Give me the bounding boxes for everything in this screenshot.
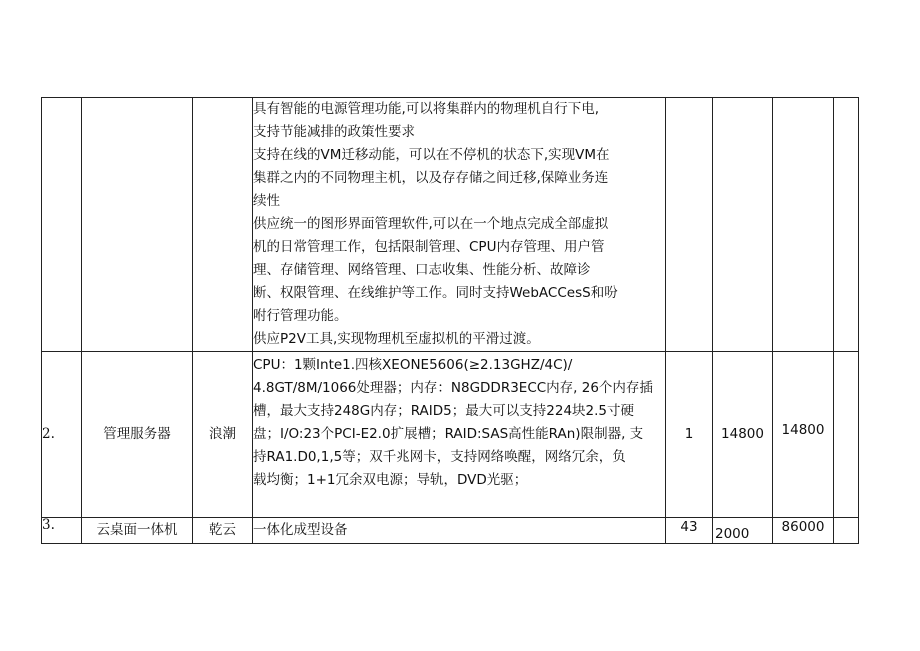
description-line: 一体化成型设备 [253, 522, 348, 538]
brand-cell: 乾云 [193, 518, 253, 544]
row-number-cell: 2. [42, 352, 82, 518]
description-line: 理、存储管理、网络管理、口志收集、性能分析、故障诊 [253, 262, 591, 278]
remark-cell [834, 98, 859, 352]
description-line: 续性 [253, 193, 280, 209]
description-line: CPU：1颗Inte1.四核XEONE5606(≥2.13GHZ/4C)/ [253, 357, 573, 373]
description-line: 断、权限管理、在线维护等工作。同时支持WebACCesS和吩 [253, 285, 618, 301]
remark-cell [834, 352, 859, 518]
description-cell [253, 352, 666, 518]
description-line: 咐行管理功能。 [253, 308, 348, 324]
table-row [42, 98, 859, 352]
description-line: 持RA1.D0,1,5等；双千兆网卡，支持网络唤醒，网络冗余，负 [253, 449, 626, 465]
description-line: 集群之内的不同物理主机，以及存存储之间迁移,保障业务连 [253, 170, 609, 186]
unit-price-cell: 2000 [713, 518, 773, 544]
row-number-cell [42, 98, 82, 352]
quantity-cell: 43 [666, 518, 713, 544]
description-cell [253, 98, 666, 352]
table-row [42, 518, 859, 544]
item-name-cell [82, 98, 193, 352]
description-cell [253, 518, 666, 544]
description-line: 盘；I/O:23个PCI-E2.0扩展槽；RAID:SAS高性能RAn)限制器, 支 [253, 426, 644, 442]
description-line: 供应P2V工具,实现物理机至虚拟机的平滑过渡。 [253, 331, 540, 347]
description-line: 供应统一的图形界面管理软件,可以在一个地点完成全部虚拟 [253, 216, 609, 232]
table-row [42, 352, 859, 518]
description-line: 4.8GT/8M/1066处理器；内存：N8GDDR3ECC内存, 26个内存插 [253, 380, 653, 396]
item-name-cell: 云桌面一体机 [82, 518, 193, 544]
quantity-cell: 1 [666, 352, 713, 518]
brand-cell: 浪潮 [193, 352, 253, 518]
row-number-cell: 3. [42, 518, 82, 544]
description-line: 机的日常管理工作，包括限制管理、CPU内存管理、用户管 [253, 239, 605, 255]
item-name-cell: 管理服务器 [82, 352, 193, 518]
description-line: 具有智能的电源管理功能,可以将集群内的物理机自行下电, [253, 101, 600, 117]
total-price-cell: 14800 [773, 352, 834, 518]
quantity-cell [666, 98, 713, 352]
equipment-spec-table [41, 97, 859, 544]
description-line: 载均衡；1+1冗余双电源；导轨，DVD光驱； [253, 472, 528, 488]
description-line: 支持在线的VM迁移动能，可以在不停机的状态下,实现VM在 [253, 147, 610, 163]
unit-price-cell: 14800 [713, 352, 773, 518]
description-line: 槽，最大支持248G内存；RAID5；最大可以支持224块2.5寸硬 [253, 403, 634, 419]
brand-cell [193, 98, 253, 352]
total-price-cell [773, 98, 834, 352]
total-price-cell: 86000 [773, 518, 834, 544]
description-line: 支持节能减排的政策性要求 [253, 124, 415, 140]
unit-price-cell [713, 98, 773, 352]
remark-cell [834, 518, 859, 544]
